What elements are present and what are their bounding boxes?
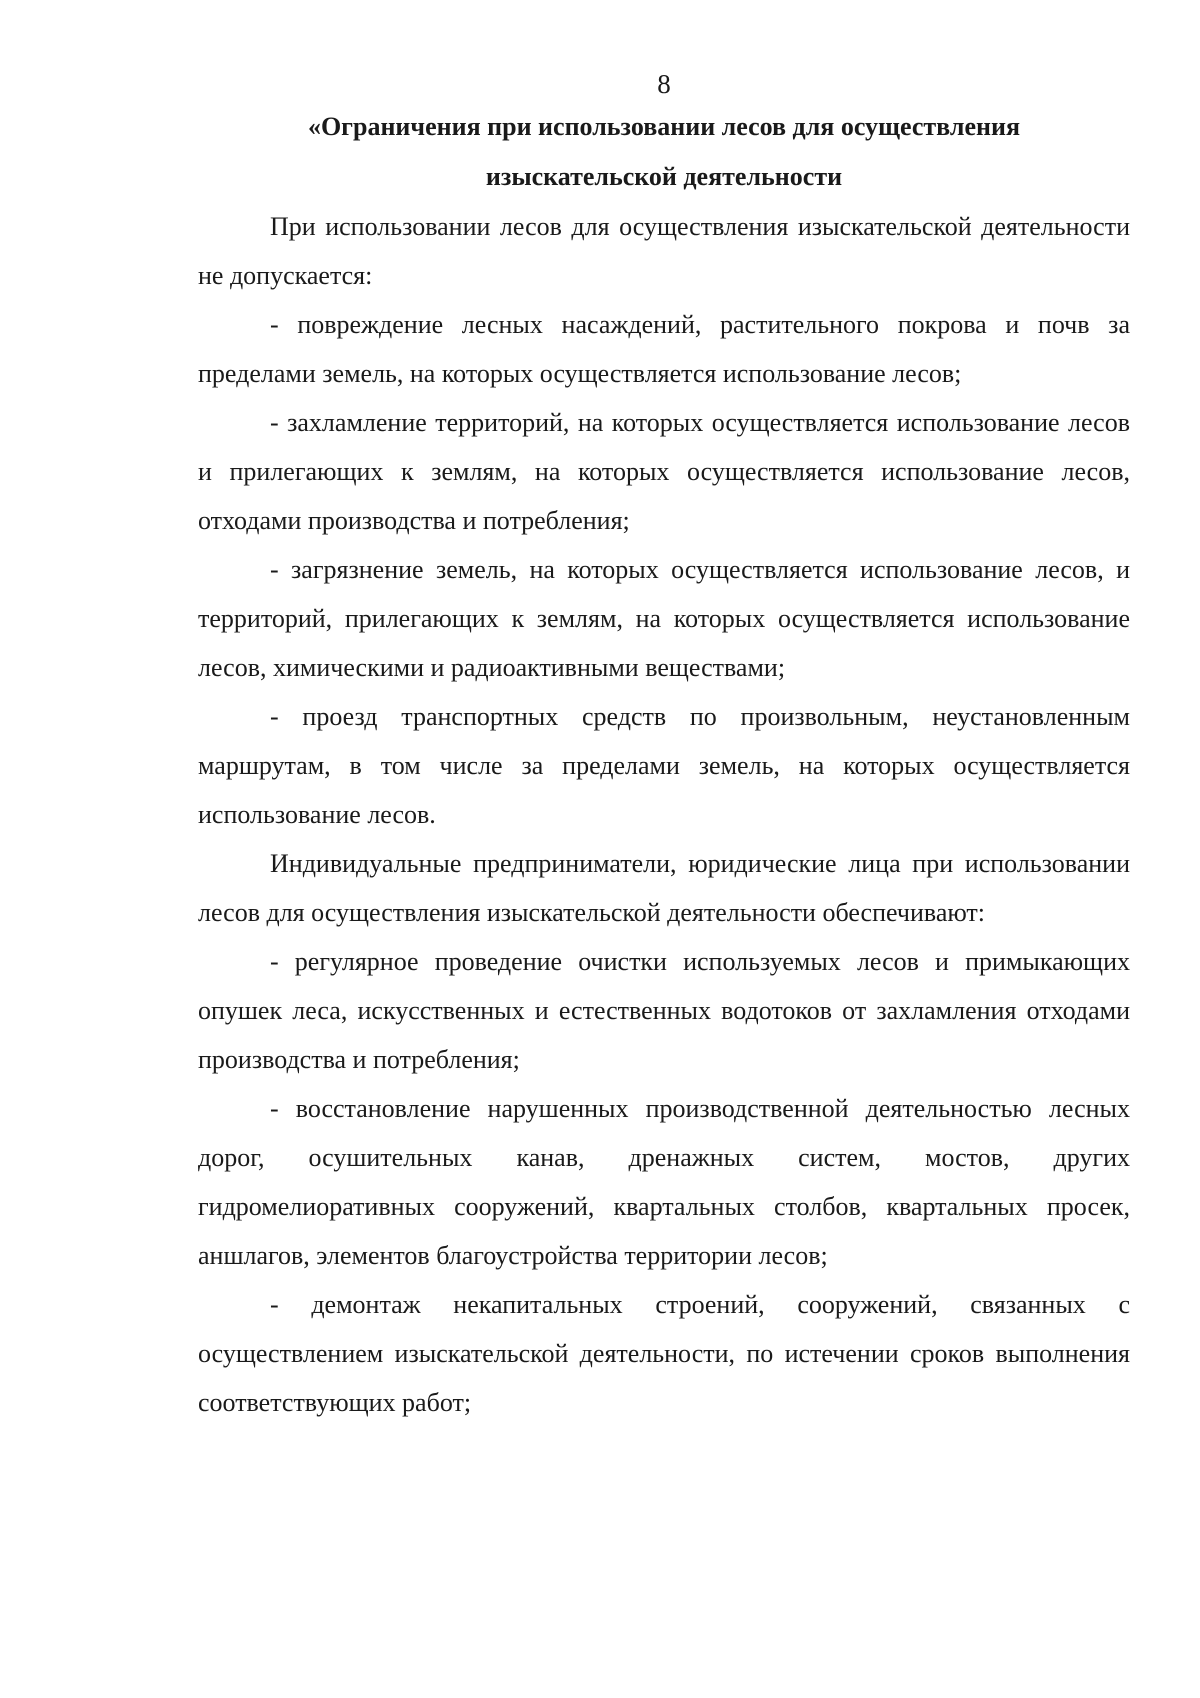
- paragraph-intro: При использовании лесов для осуществления изыскательской деятельности не допускается:: [198, 212, 1130, 290]
- page-number: 8: [657, 69, 671, 99]
- list-item-dismantling: - демонтаж некапитальных строений, сооружений, связанных с осуществлением изыскательской деятельности, по истечении сроков выполнения соответствующих работ;: [198, 1290, 1130, 1417]
- document-page: [198, 66, 1130, 1427]
- list-item-restoration: - восстановление нарушенных производственной деятельностью лесных дорог, осушительных канав, дренажных систем, мостов, других гидромелиоративных сооружений, квартальных столбов, квартальных просек, аншлагов, элементов благоустройства территории лесов;: [198, 1094, 1130, 1270]
- section-title-line-2: изыскательской деятельности: [485, 162, 843, 191]
- section-title: [198, 102, 1130, 202]
- list-item-cleaning: - регулярное проведение очистки используемых лесов и примыкающих опушек леса, искусственных и естественных водотоков от захламления отходами производства и потребления;: [198, 947, 1130, 1074]
- document-body: [198, 202, 1130, 1427]
- paragraph-obligations: Индивидуальные предприниматели, юридические лица при использовании лесов для осуществления изыскательской деятельности обеспечивают:: [198, 849, 1130, 927]
- list-item-pollution: - загрязнение земель, на которых осуществляется использование лесов, и территорий, прилегающих к землям, на которых осуществляется использование лесов, химическими и радиоактивными веществами;: [198, 555, 1130, 682]
- list-item-vehicle-passage: - проезд транспортных средств по произвольным, неустановленным маршрутам, в том числе за пределами земель, на которых осуществляется использование лесов.: [198, 702, 1130, 829]
- list-item-littering: - захламление территорий, на которых осуществляется использование лесов и прилегающих к землям, на которых осуществляется использование лесов, отходами производства и потребления;: [198, 408, 1130, 535]
- section-title-line-1: «Ограничения при использовании лесов для осуществления: [307, 112, 1021, 141]
- list-item-damage: - повреждение лесных насаждений, растительного покрова и почв за пределами земель, на которых осуществляется использование лесов;: [198, 310, 1130, 388]
